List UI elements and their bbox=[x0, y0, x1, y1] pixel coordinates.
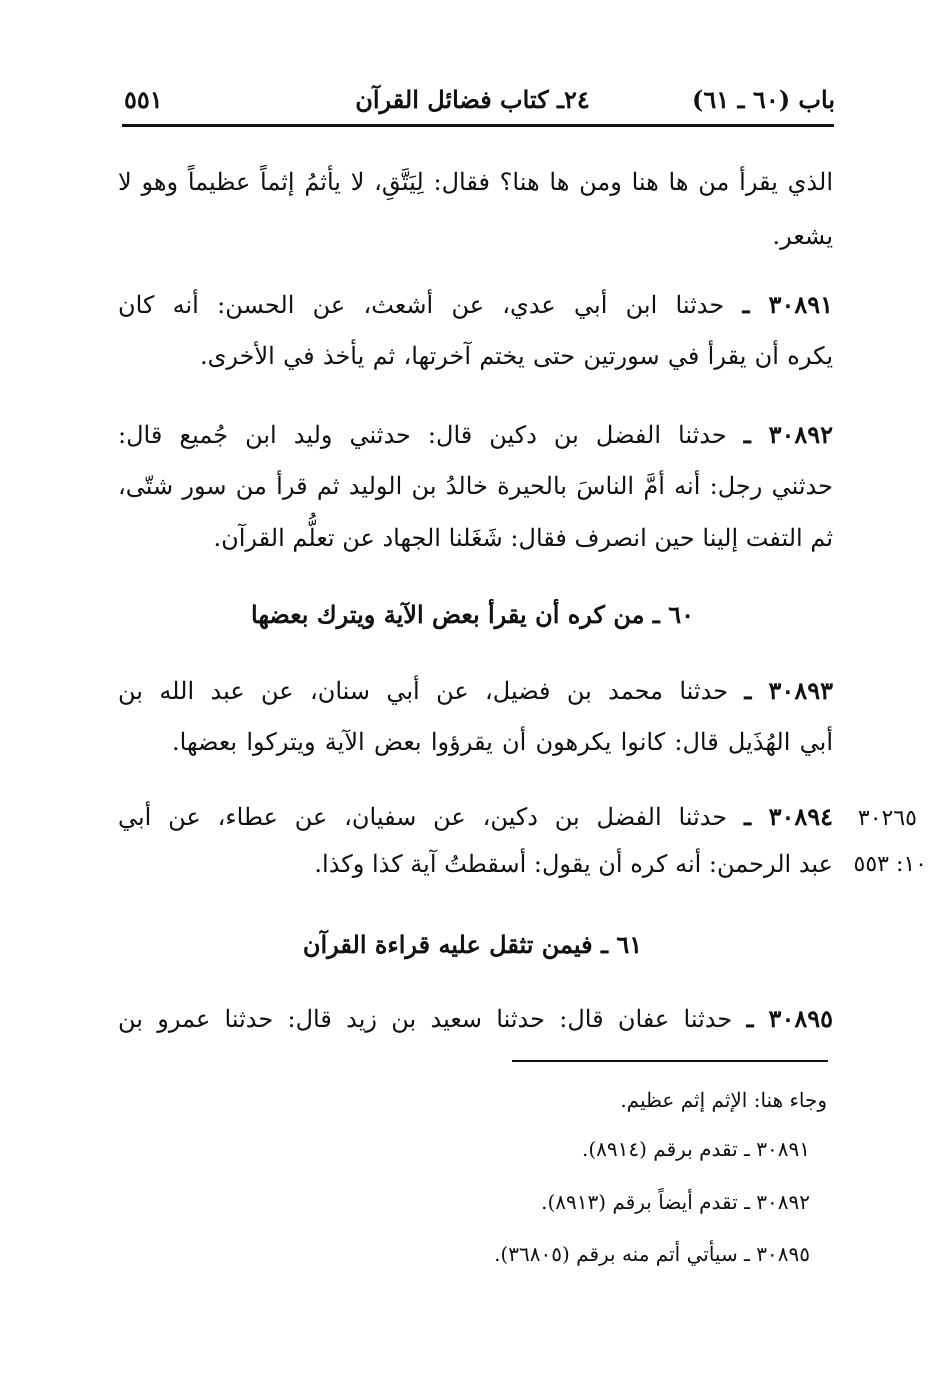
hadith-number: ٣٠٨٩٤ ـ bbox=[743, 802, 834, 831]
hadith-30891-line-1 bbox=[118, 290, 833, 319]
margin-reference-number: ٣٠٢٦٥ bbox=[857, 806, 917, 831]
hadith-text: حدثنا الفضل بن دكين قال: حدثني وليد ابن جُميع قال: bbox=[118, 421, 727, 449]
footnote-3: ٣٠٨٩٢ ـ تقدم أيضاً برقم (٨٩١٣). bbox=[541, 1190, 810, 1214]
section-heading-60: ٦٠ ـ من كره أن يقرأ بعض الآية ويترك بعضها bbox=[251, 600, 694, 629]
hadith-number: ٣٠٨٩٣ ـ bbox=[744, 676, 833, 705]
margin-volume-page: ١٠: ٥٥٣ bbox=[853, 852, 927, 877]
hadith-number: ٣٠٨٩١ ـ bbox=[742, 290, 833, 319]
hadith-30892-line-1 bbox=[118, 420, 833, 449]
hadith-30894-line-1 bbox=[118, 802, 833, 831]
footnote-divider bbox=[512, 1060, 828, 1062]
footnote-4: ٣٠٨٩٥ ـ سيأتي أتم منه برقم (٣٦٨٠٥). bbox=[494, 1242, 810, 1266]
hadith-text: حدثنا عفان قال: حدثنا سعيد بن زيد قال: حدثنا عمرو بن bbox=[118, 1005, 733, 1033]
hadith-text: حدثنا ابن أبي عدي، عن أشعث، عن الحسن: أنه كان bbox=[118, 291, 725, 319]
hadith-number: ٣٠٨٩٥ ـ bbox=[746, 1004, 833, 1033]
continuation-line-1: الذي يقرأ من ها هنا ومن ها هنا؟ فقال: لِيَتَّقِ، لا يأثمُ إثماً عظيماً وهو لا bbox=[118, 168, 833, 196]
section-heading-61: ٦١ ـ فيمن تثقل عليه قراءة القرآن bbox=[302, 930, 643, 959]
hadith-30892-line-2: حدثني رجل: أنه أمَّ الناسَ بالحيرة خالدُ بن الوليد ثم قرأ من سور شتّى، bbox=[118, 472, 833, 500]
header-divider bbox=[122, 124, 834, 127]
hadith-text: حدثنا محمد بن فضيل، عن أبي سنان، عن عبد الله بن bbox=[118, 677, 729, 705]
page-number: ٥٥١ bbox=[124, 85, 163, 114]
hadith-30893-line-1 bbox=[118, 676, 833, 705]
hadith-number: ٣٠٨٩٢ ـ bbox=[743, 420, 834, 449]
running-header-chapter: باب (٦٠ ـ ٦١) bbox=[692, 85, 835, 114]
footnote-1: وجاء هنا: الإثم إثم عظيم. bbox=[620, 1088, 827, 1112]
hadith-30895-line-1 bbox=[118, 1004, 833, 1033]
running-header-book-title: ٢٤ـ كتاب فضائل القرآن bbox=[355, 85, 590, 114]
hadith-30892-line-3: ثم التفت إلينا حين انصرف فقال: شَغَلنا الجهاد عن تعلُّم القرآن. bbox=[213, 524, 833, 552]
footnote-2: ٣٠٨٩١ ـ تقدم برقم (٨٩١٤). bbox=[582, 1137, 810, 1161]
hadith-text: حدثنا الفضل بن دكين، عن سفيان، عن عطاء، عن أبي bbox=[118, 803, 728, 831]
hadith-30894-line-2: عبد الرحمن: أنه كره أن يقول: أسقطتُ آية كذا وكذا. bbox=[314, 850, 833, 878]
continuation-line-2: يشعر. bbox=[772, 222, 833, 250]
hadith-30891-line-2: يكره أن يقرأ في سورتين حتى يختم آخرتها، ثم يأخذ في الأخرى. bbox=[200, 342, 833, 370]
hadith-30893-line-2: أبي الهُذَيل قال: كانوا يكرهون أن يقرؤوا بعض الآية ويتركوا بعضها. bbox=[172, 728, 833, 756]
